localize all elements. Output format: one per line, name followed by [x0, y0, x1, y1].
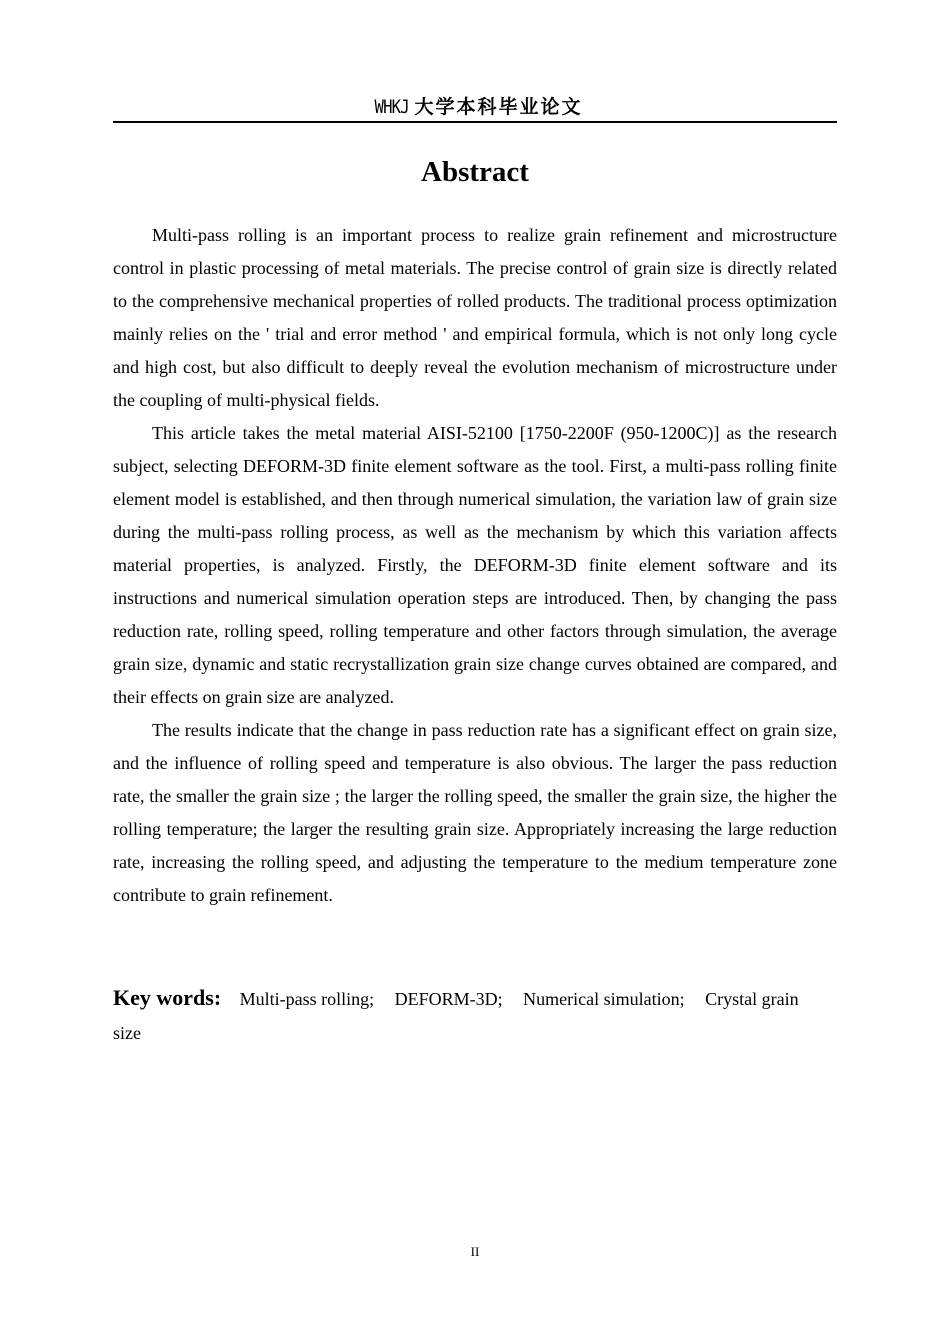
page-number: II — [470, 1244, 480, 1259]
keyword-item: DEFORM-3D; — [394, 989, 503, 1009]
keywords-label: Key words: — [113, 985, 222, 1010]
abstract-body — [113, 219, 837, 912]
keywords-section — [113, 981, 837, 1050]
keyword-item: Multi-pass rolling; — [239, 989, 375, 1009]
header-school-code: WHKJ — [375, 96, 410, 118]
keyword-item: Numerical simulation; — [523, 989, 685, 1009]
page-title: Abstract — [421, 156, 529, 188]
header-thesis-label: 大学本科毕业论文 — [414, 96, 583, 118]
running-header — [113, 92, 837, 123]
abstract-paragraph-2: This article takes the metal material AISI-52100 [1750-2200F (950-1200C)] as the research subject, selecting DEFORM-3D finite element software as the tool. First, a multi-pass rolling finite element model is established, and then through numerical simulation, the variation law of grain size during the multi-pass rolling process, as well as the mechanism by which this variation affects material properties, is analyzed. Firstly, the DEFORM-3D finite element software and its instructions and numerical simulation operation steps are introduced. Then, by changing the pass reduction rate, rolling speed, rolling temperature and other factors through simulation, the average grain size, dynamic and static recrystallization grain size change curves obtained are compared, and their effects on grain size are analyzed. — [113, 423, 837, 707]
abstract-paragraph-1: Multi-pass rolling is an important process to realize grain refinement and microstructure control in plastic processing of metal materials. The precise control of grain size is directly related to the comprehensive mechanical properties of rolled products. The traditional process optimization mainly relies on the ' trial and error method ' and empirical formula, which is not only long cycle and high cost, but also difficult to deeply reveal the evolution mechanism of microstructure under the coupling of multi-physical fields. — [113, 225, 837, 410]
abstract-paragraph-3: The results indicate that the change in pass reduction rate has a significant effect on grain size, and the influence of rolling speed and temperature is also obvious. The larger the pass reduction rate, the smaller the grain size ; the larger the rolling speed, the smaller the grain size, the higher the rolling temperature; the larger the resulting grain size. Appropriately increasing the large reduction rate, increasing the rolling speed, and adjusting the temperature to the medium temperature zone contribute to grain refinement. — [113, 720, 837, 905]
keyword-item: Crystal grain size — [113, 989, 799, 1043]
